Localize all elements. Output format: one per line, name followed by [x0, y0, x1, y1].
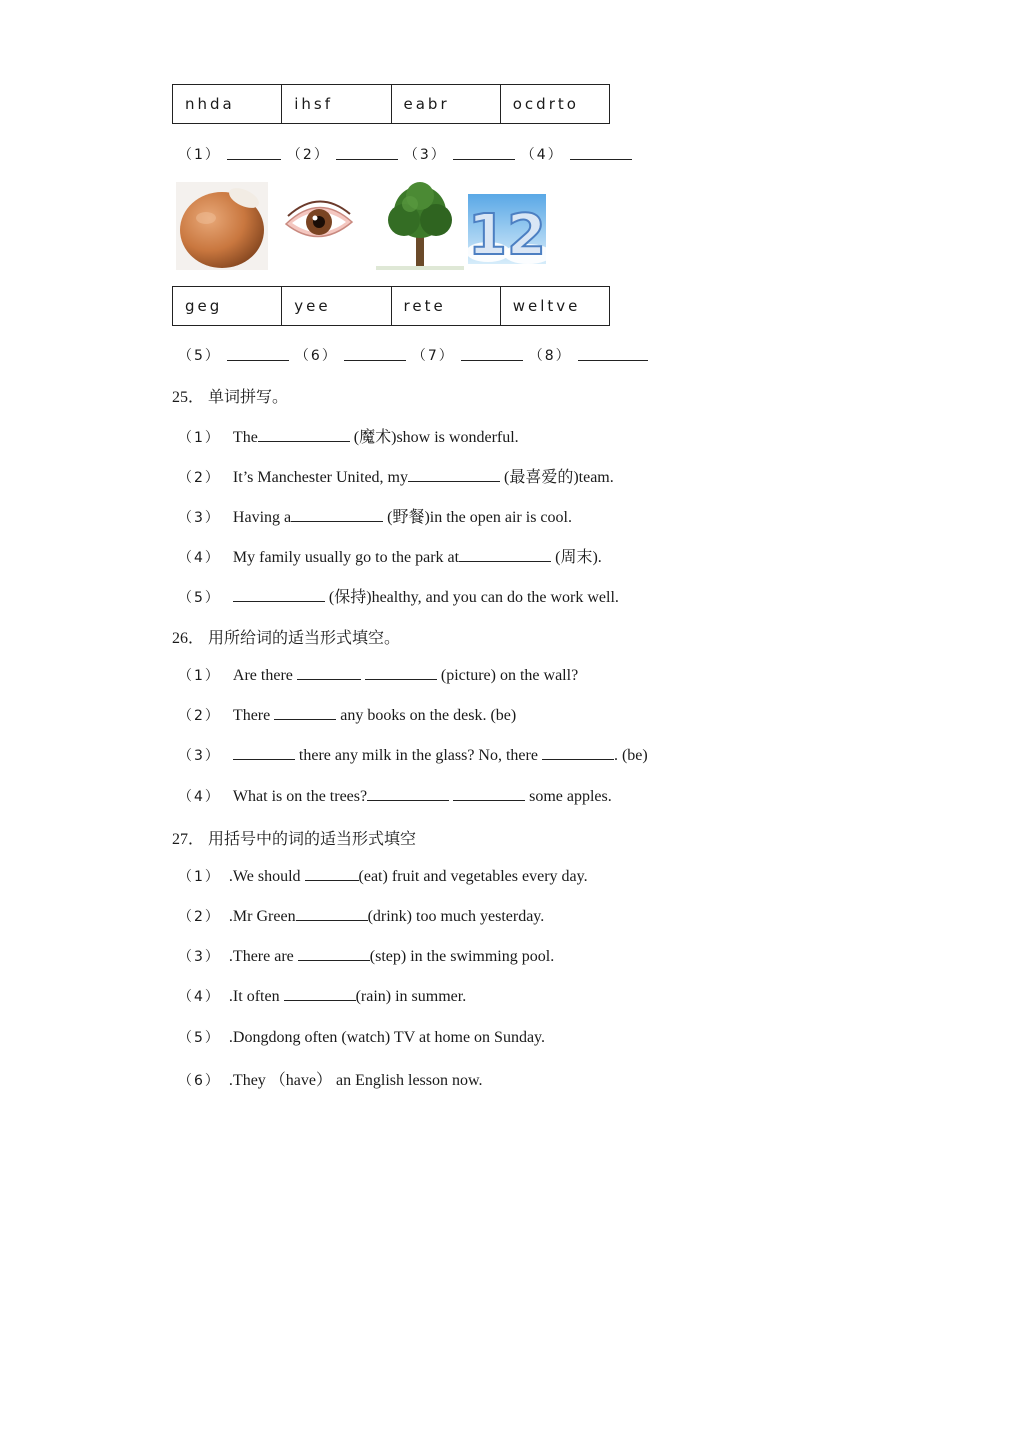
item-number: （5）: [178, 1030, 221, 1046]
item-text: .There are: [228, 948, 294, 965]
item-text: .It often: [228, 988, 280, 1005]
item-text: .We should: [228, 868, 301, 885]
fill-blank[interactable]: [305, 866, 359, 881]
fill-blank[interactable]: [233, 745, 295, 760]
question-number: 25．: [172, 389, 205, 406]
question-27-item-5: [178, 1027, 545, 1047]
question-instruction: 用所给词的适当形式填空。: [208, 630, 401, 647]
answer-blank[interactable]: [570, 158, 632, 160]
scrambled-letters-row-2: [172, 286, 610, 326]
item-number: （2）: [178, 470, 221, 486]
item-text: Are there: [232, 667, 293, 684]
fill-blank[interactable]: [296, 906, 368, 921]
question-25-item-5: [178, 584, 619, 607]
fill-blank[interactable]: [542, 745, 614, 760]
answer-number: （2）: [286, 147, 330, 163]
item-text: (最喜爱的)team.: [504, 469, 614, 486]
letter-box: ihsf: [282, 85, 391, 123]
question-25-item-4: [178, 544, 602, 567]
item-text: (保持)healthy, and you can do the work well.: [328, 589, 619, 606]
scrambled-letters-row-1: [172, 84, 610, 124]
item-number: （2）: [178, 708, 221, 724]
answer-blank[interactable]: [336, 158, 398, 160]
question-27-item-6: [178, 1067, 483, 1090]
answer-number: （6）: [294, 348, 338, 364]
answer-row-2: [178, 341, 654, 365]
fill-blank[interactable]: [408, 467, 500, 482]
letter-box: nhda: [173, 85, 282, 123]
twelve-number: 12: [468, 203, 546, 264]
item-text: (魔术)show is wonderful.: [353, 429, 519, 446]
question-number: 27．: [172, 831, 205, 848]
fill-blank[interactable]: [291, 507, 383, 522]
fill-blank[interactable]: [284, 986, 356, 1001]
item-number: （5）: [178, 590, 221, 606]
item-text: .Mr Green: [228, 908, 296, 925]
question-27-item-4: [178, 986, 466, 1006]
item-number: （6）: [178, 1073, 221, 1089]
question-27-item-3: [178, 946, 554, 966]
item-text: some apples.: [529, 788, 612, 805]
question-number: 26．: [172, 630, 205, 647]
question-instruction: 用括号中的词的适当形式填空: [208, 831, 417, 848]
question-26-item-2: [178, 705, 516, 725]
answer-number: （4）: [520, 147, 564, 163]
item-number: （1）: [178, 668, 221, 684]
question-instruction: 单词拼写。: [208, 389, 289, 406]
item-text: (step) in the swimming pool.: [369, 948, 555, 965]
question-25-item-1: [178, 424, 519, 447]
question-25-item-3: [178, 504, 572, 527]
letter-box: eabr: [392, 85, 501, 123]
item-number: （3）: [178, 748, 221, 764]
answer-number: （7）: [411, 348, 455, 364]
item-text: . (be): [613, 747, 648, 764]
answer-blank[interactable]: [461, 359, 523, 361]
fill-blank[interactable]: [453, 786, 525, 801]
question-25-title: [172, 384, 288, 407]
fill-blank[interactable]: [258, 427, 350, 442]
question-26-item-1: [178, 665, 578, 685]
fill-blank[interactable]: [297, 665, 361, 680]
item-text: Having a: [232, 509, 292, 526]
item-number: （2）: [178, 909, 221, 925]
question-25-item-2: [178, 464, 614, 487]
letter-box: geg: [173, 287, 282, 325]
fill-blank[interactable]: [459, 547, 551, 562]
letter-box: weltve: [512, 297, 581, 315]
item-number: （4）: [178, 789, 221, 805]
question-26-item-4: [178, 786, 612, 806]
answer-number: （8）: [528, 348, 572, 364]
answer-number: （5）: [178, 348, 221, 364]
answer-blank[interactable]: [227, 158, 281, 160]
item-number: （3）: [178, 510, 221, 526]
letter-box: yee: [282, 287, 391, 325]
twelve-picture: [468, 194, 546, 264]
tree-picture: [374, 182, 466, 270]
item-text: (rain) in summer.: [355, 988, 467, 1005]
item-text: The: [232, 429, 258, 446]
question-27-item-2: [178, 906, 544, 926]
item-number: （4）: [178, 550, 221, 566]
item-number: （3）: [178, 949, 221, 965]
item-text: (周末).: [555, 549, 602, 566]
answer-blank[interactable]: [227, 359, 289, 361]
answer-blank[interactable]: [344, 359, 406, 361]
item-number: （4）: [178, 989, 221, 1005]
item-text: there any milk in the glass? No, there: [298, 747, 538, 764]
item-text: .Dongdong often (watch) TV at home on Sunday.: [228, 1029, 546, 1046]
question-26-title: [172, 625, 400, 648]
item-text: .They （have） an English lesson now.: [228, 1072, 483, 1089]
item-text: (picture) on the wall?: [440, 667, 579, 684]
item-text: (eat) fruit and vegetables every day.: [358, 868, 588, 885]
fill-blank[interactable]: [233, 587, 325, 602]
answer-number: （3）: [403, 147, 447, 163]
fill-blank[interactable]: [298, 946, 370, 961]
egg-picture: [176, 182, 268, 270]
item-number: （1）: [178, 869, 221, 885]
item-text: (野餐)in the open air is cool.: [387, 509, 572, 526]
letter-box: ocdrto: [512, 95, 579, 113]
letter-box: rete: [392, 287, 501, 325]
item-text: It’s Manchester United, my: [232, 469, 408, 486]
question-27-title: [172, 826, 416, 849]
item-text: (drink) too much yesterday.: [367, 908, 545, 925]
eye-picture: [282, 192, 356, 254]
item-number: （1）: [178, 430, 221, 446]
fill-blank[interactable]: [367, 786, 449, 801]
answer-number: （1）: [178, 147, 221, 163]
answer-blank[interactable]: [453, 158, 515, 160]
fill-blank[interactable]: [274, 705, 336, 720]
item-text: There: [232, 707, 271, 724]
answer-blank[interactable]: [578, 359, 648, 361]
fill-blank[interactable]: [365, 665, 437, 680]
answer-row-1: [178, 140, 638, 164]
item-text: any books on the desk. (be): [340, 707, 517, 724]
item-text: What is on the trees?: [232, 788, 368, 805]
question-26-item-3: [178, 745, 648, 765]
question-27-item-1: [178, 866, 588, 886]
item-text: My family usually go to the park at: [232, 549, 460, 566]
